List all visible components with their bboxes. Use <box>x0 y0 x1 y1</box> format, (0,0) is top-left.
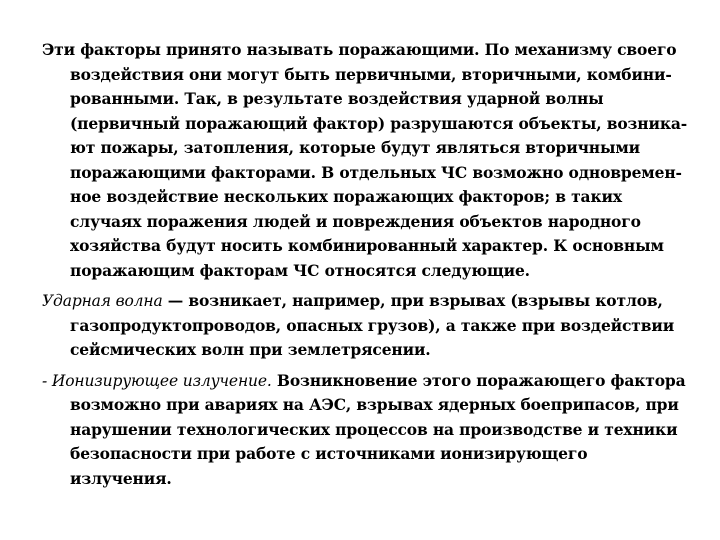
paragraph-lead: Ударная волна <box>42 292 163 310</box>
paragraph-shock-wave <box>42 289 690 363</box>
paragraph-intro <box>42 38 690 283</box>
paragraph-body: Возникновение этого поражающего фактора возможно при авариях на АЭС, взрывах ядерных боеприпасов, при нарушении технологических процессов на производстве и техники безопасности при работе с источниками ионизирующего излучения. <box>70 370 686 488</box>
paragraph-ionizing-radiation <box>42 369 690 492</box>
paragraph-body: Эти факторы принято называть поражающими. По механизму своего воздействия они могут быть первичными, вторичными, комбини-рованными. Так, в результате воздействия ударной волны (первичный поражающий фактор) разрушаются объекты, возника-ют пожары, затопления, которые будут являться вторичными поражающими факторами. В отдельных ЧС возможно одновремен-ное воздействие нескольких поражающих факторов; в таких случаях поражения людей и повреждения объектов народного хозяйства будут носить комбинированный характер. К основным поражающим факторам ЧС относятся следующие. <box>42 40 688 280</box>
paragraph-lead: - Ионизирующее излучение. <box>42 371 272 390</box>
paragraph-body: — возникает, например, при взрывах (взрывы котлов, газопродуктопроводов, опасных грузов), а также при воздействии сейсмических волн при землетрясении. <box>70 291 675 359</box>
